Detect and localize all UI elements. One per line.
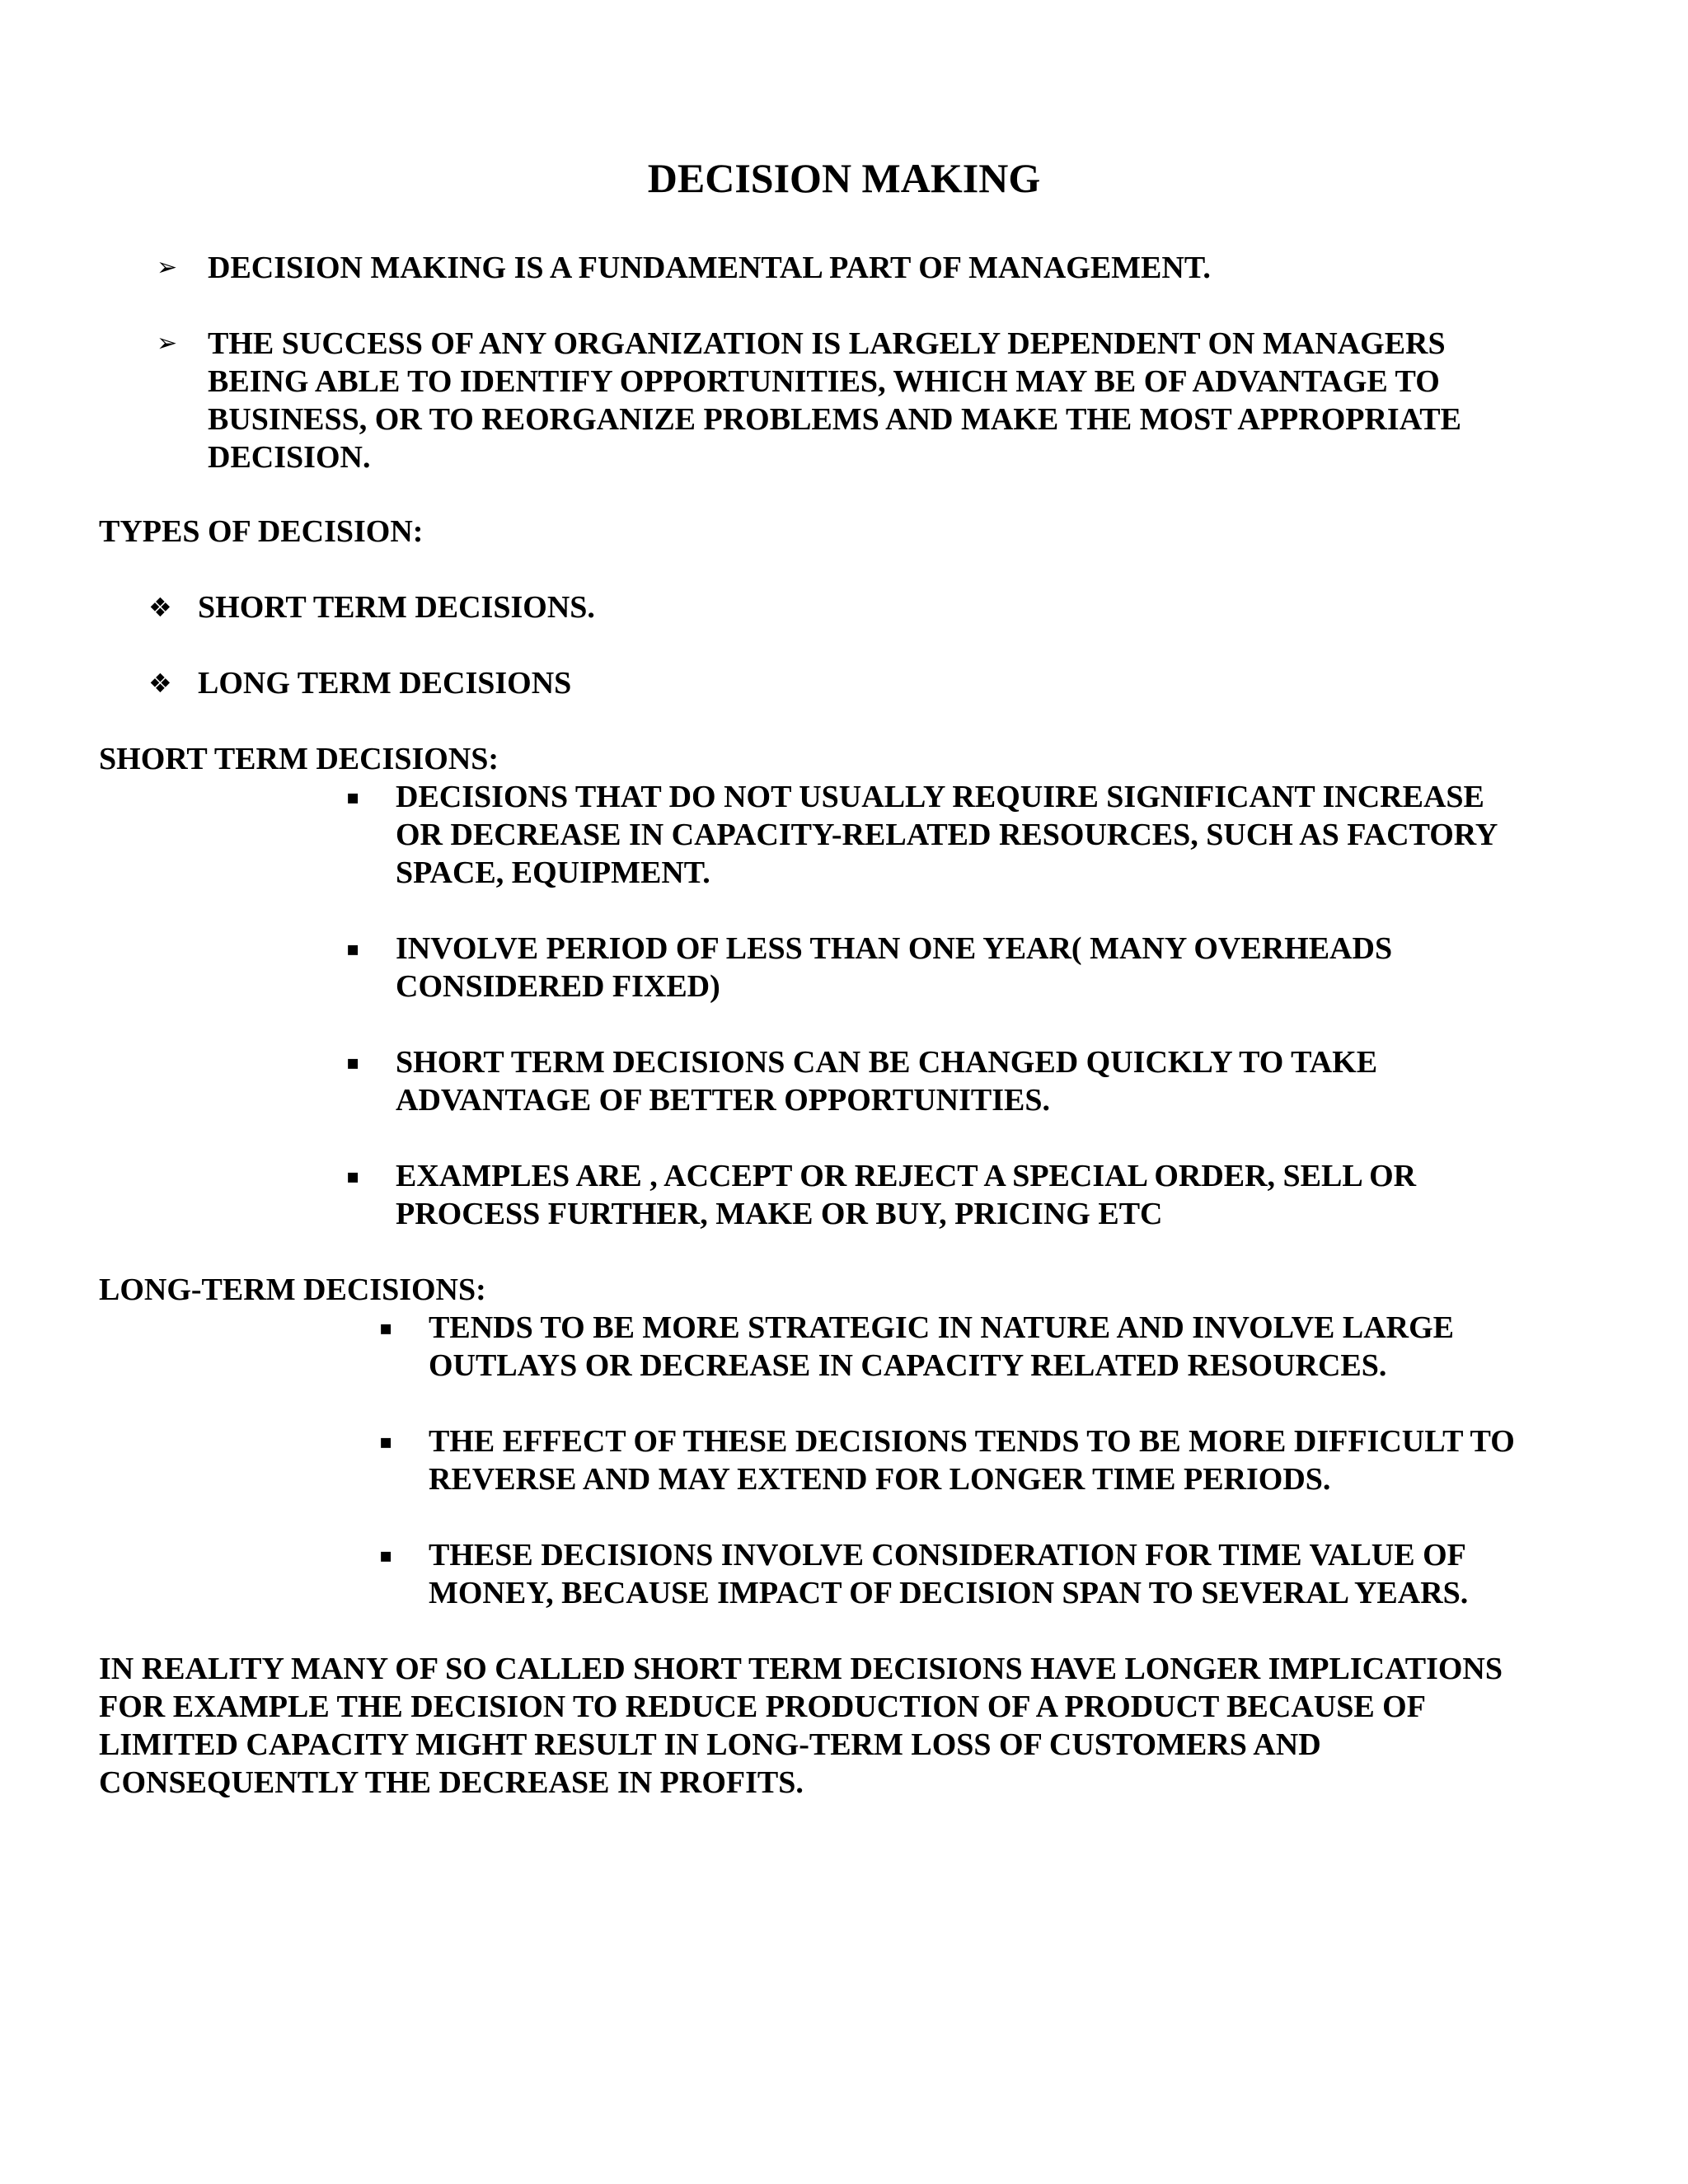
text-line: DECISION. [208,440,371,475]
text-line: PROCESS FURTHER, MAKE OR BUY, PRICING ETC [396,1197,1163,1231]
text-line: LIMITED CAPACITY MIGHT RESULT IN LONG-TERM LOSS OF CUSTOMERS AND [99,1727,1321,1762]
square-bullet-icon: ▪ [346,785,360,808]
text-line: OUTLAYS OR DECREASE IN CAPACITY RELATED RESOURCES. [429,1348,1387,1383]
intro-bullet-1-text [208,249,1211,287]
text-line: THESE DECISIONS INVOLVE CONSIDERATION FOR TIME VALUE OF [429,1538,1466,1572]
diamond-bullet-icon: ❖ [148,668,172,699]
short-term-item-text [396,1043,1377,1119]
square-bullet-icon: ▪ [346,937,360,960]
short-term-heading: SHORT TERM DECISIONS: [99,742,499,776]
long-term-item-text [429,1422,1515,1498]
text-line: INVOLVE PERIOD OF LESS THAN ONE YEAR( MANY OVERHEADS [396,931,1393,966]
text-line: DECISION MAKING IS A FUNDAMENTAL PART OF MANAGEMENT. [208,251,1211,285]
page-title: DECISION MAKING [647,155,1041,201]
short-term-item-text [396,778,1498,892]
text-line: IN REALITY MANY OF SO CALLED SHORT TERM DECISIONS HAVE LONGER IMPLICATIONS [99,1652,1503,1686]
type-item-label: LONG TERM DECISIONS [198,666,572,701]
text-line: SPACE, EQUIPMENT. [396,855,710,890]
long-term-item-text [429,1536,1468,1612]
long-term-item-text [429,1309,1454,1385]
square-bullet-icon: ▪ [379,1544,393,1567]
text-line: BEING ABLE TO IDENTIFY OPPORTUNITIES, WHICH MAY BE OF ADVANTAGE TO [208,364,1440,399]
text-line: MONEY, BECAUSE IMPACT OF DECISION SPAN TO SEVERAL YEARS. [429,1576,1469,1610]
conclusion-paragraph [99,1650,1632,1802]
intro-bullet-2-text [208,325,1461,476]
text-line: ADVANTAGE OF BETTER OPPORTUNITIES. [396,1083,1050,1118]
text-line: REVERSE AND MAY EXTEND FOR LONGER TIME PERIODS. [429,1462,1331,1497]
square-bullet-icon: ▪ [346,1051,360,1074]
text-line: CONSIDERED FIXED) [396,969,720,1004]
text-line: EXAMPLES ARE , ACCEPT OR REJECT A SPECIAL ORDER, SELL OR [396,1159,1417,1193]
long-term-heading: LONG-TERM DECISIONS: [99,1272,486,1307]
text-line: BUSINESS, OR TO REORGANIZE PROBLEMS AND MAKE THE MOST APPROPRIATE [208,402,1462,437]
arrow-bullet-icon: ➢ [157,329,178,358]
square-bullet-icon: ▪ [379,1316,393,1339]
square-bullet-icon: ▪ [379,1430,393,1453]
types-heading: TYPES OF DECISION: [99,514,424,549]
text-line: OR DECREASE IN CAPACITY-RELATED RESOURCES, SUCH AS FACTORY [396,818,1498,852]
text-line: SHORT TERM DECISIONS CAN BE CHANGED QUICKLY TO TAKE [396,1045,1378,1080]
text-line: FOR EXAMPLE THE DECISION TO REDUCE PRODUCTION OF A PRODUCT BECAUSE OF [99,1690,1426,1724]
short-term-item-text [396,1157,1416,1233]
text-line: DECISIONS THAT DO NOT USUALLY REQUIRE SIGNIFICANT INCREASE [396,780,1484,814]
diamond-bullet-icon: ❖ [148,592,172,623]
square-bullet-icon: ▪ [346,1165,360,1188]
short-term-item-text [396,930,1392,1005]
type-item-label: SHORT TERM DECISIONS. [198,590,595,625]
arrow-bullet-icon: ➢ [157,253,178,282]
text-line: THE EFFECT OF THESE DECISIONS TENDS TO BE MORE DIFFICULT TO [429,1424,1515,1459]
text-line: THE SUCCESS OF ANY ORGANIZATION IS LARGELY DEPENDENT ON MANAGERS [208,326,1446,361]
text-line: TENDS TO BE MORE STRATEGIC IN NATURE AND INVOLVE LARGE [429,1310,1455,1345]
text-line: CONSEQUENTLY THE DECREASE IN PROFITS. [99,1765,804,1800]
